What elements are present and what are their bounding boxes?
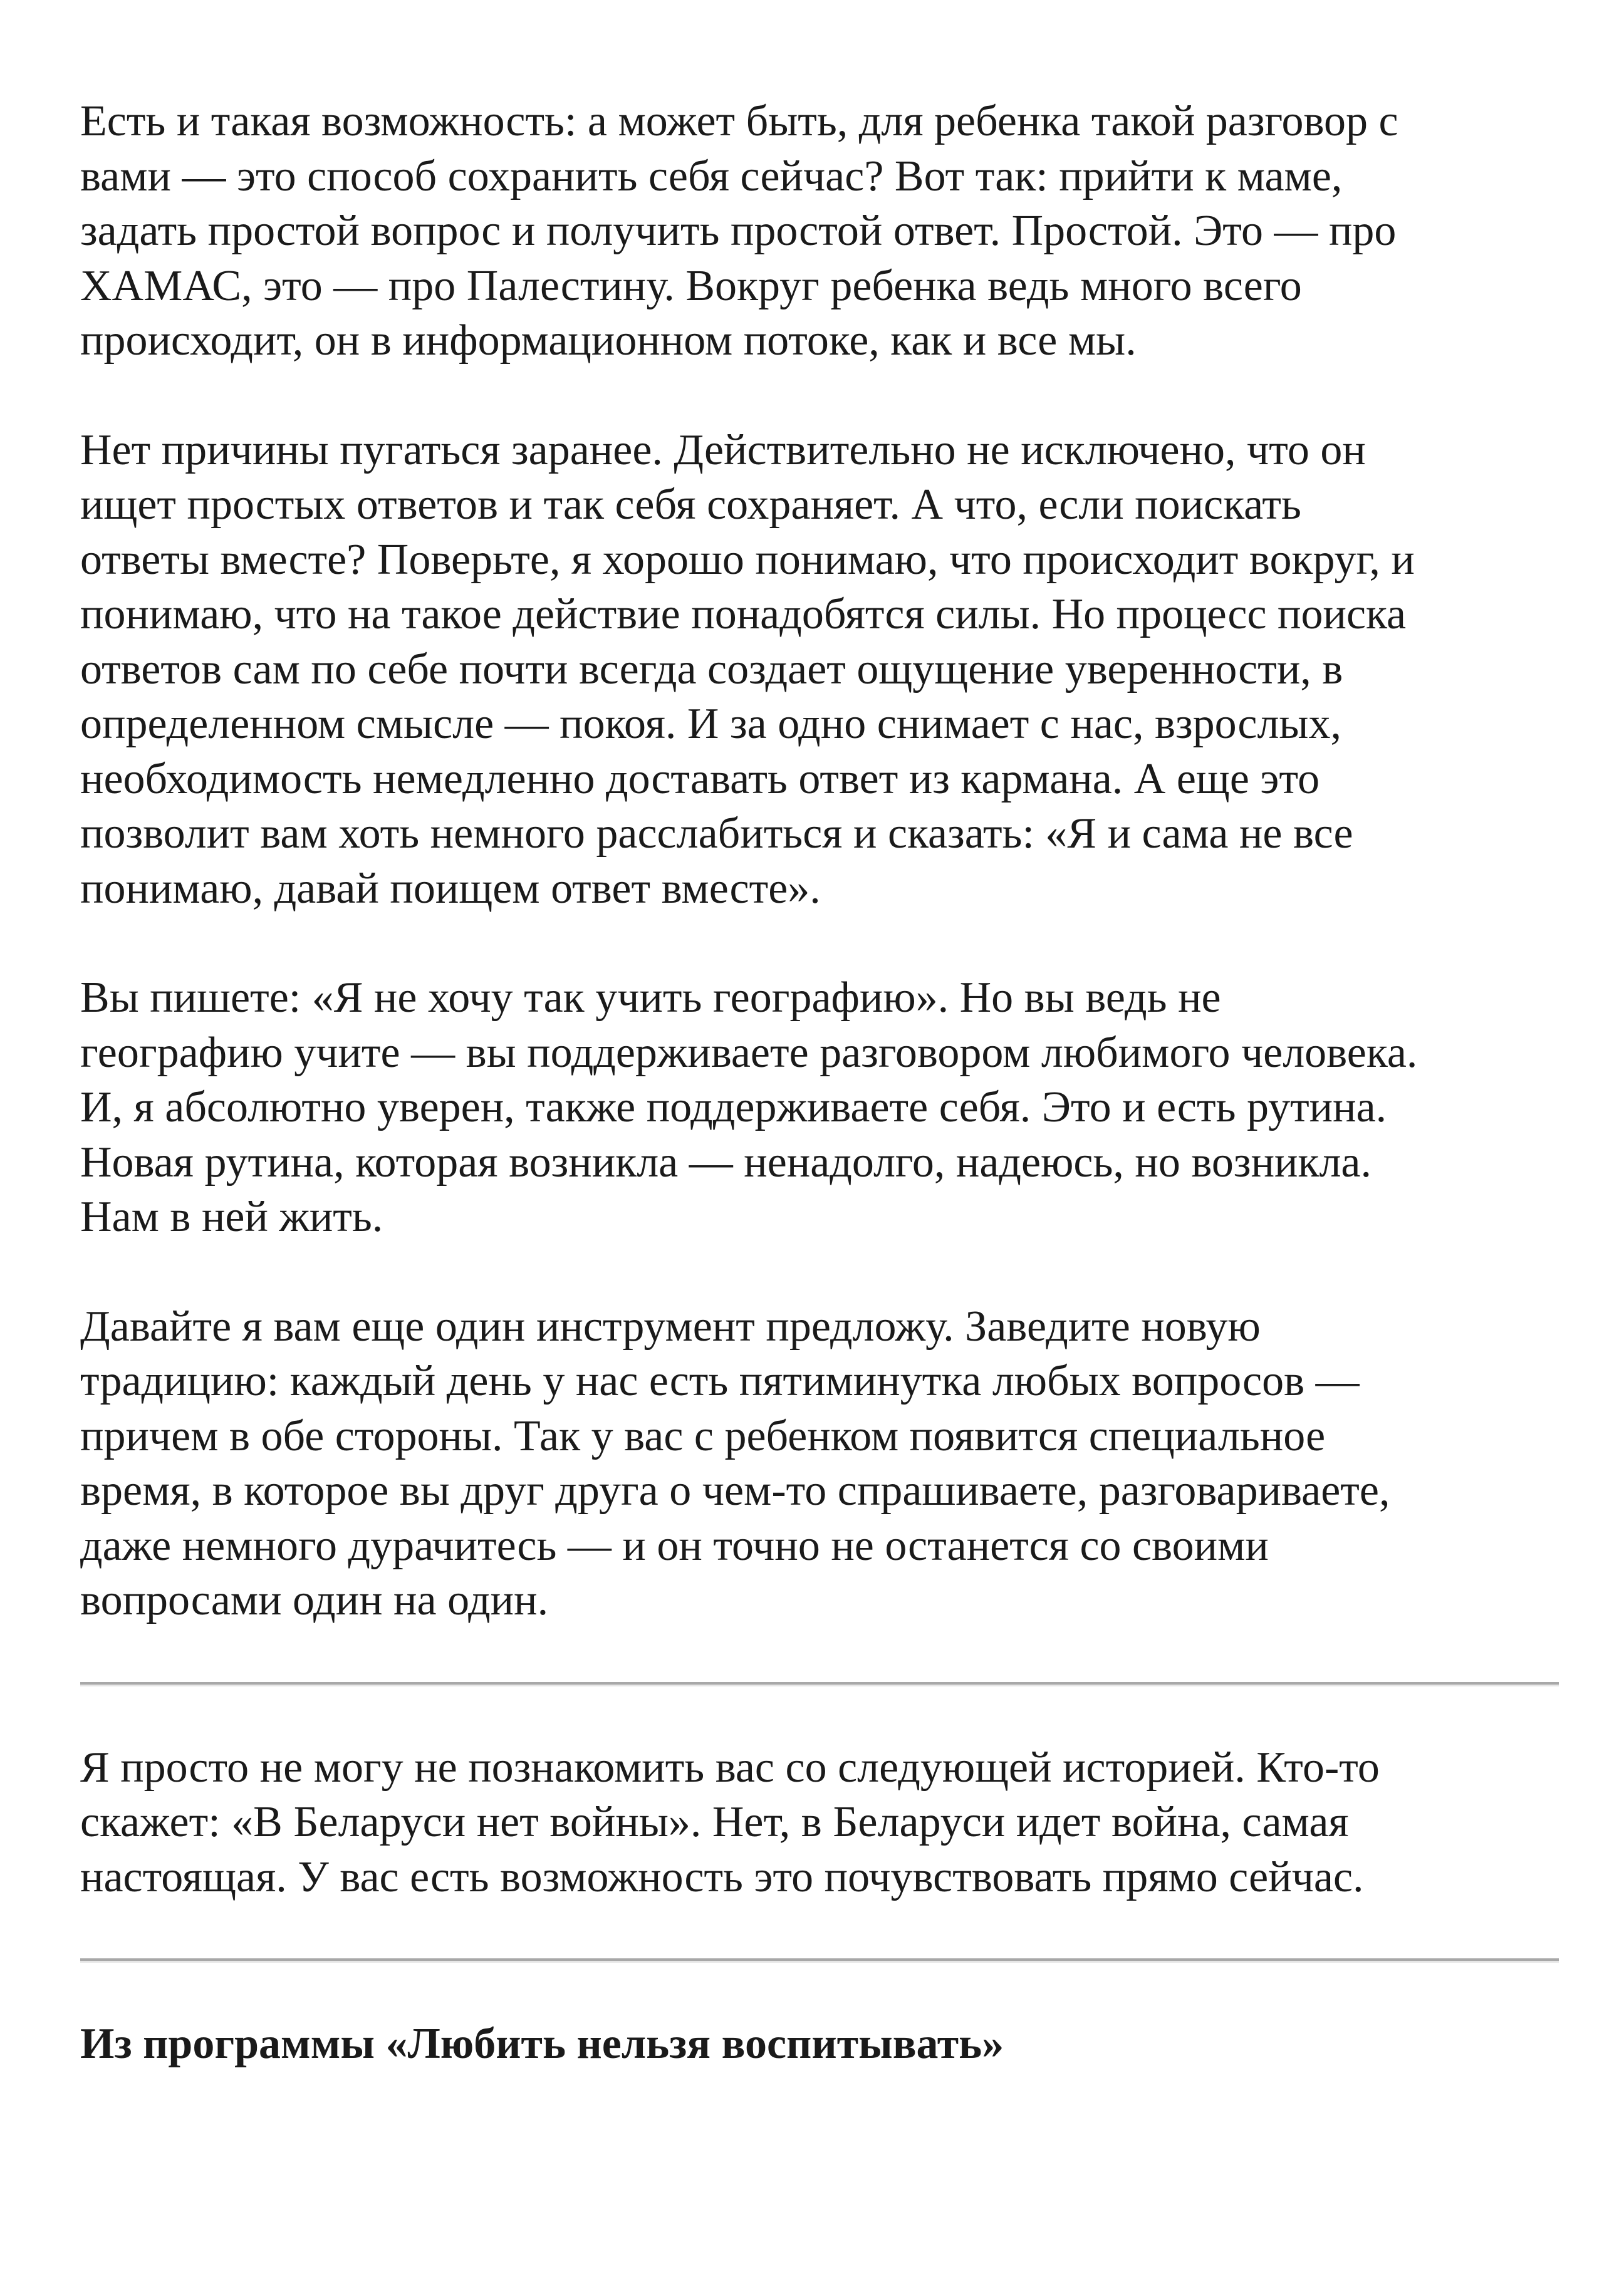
document-page [80,94,1559,2072]
paragraph-4: Давайте я вам еще один инструмент предложу. Заведите новую традицию: каждый день у нас есть пятиминутка любых вопросов — причем в обе стороны. Так у вас с ребенком появится специальное время, в которое вы друг друга о чем-то спрашиваете, разговариваете, даже немного дурачитесь — и он точно не останется со своими вопросами один на один. [80,1302,1390,1624]
paragraph-5: Я просто не могу не познакомить вас со следующей историей. Кто-то скажет: «В Беларуси нет войны». Нет, в Беларуси идет война, самая настоящая. У вас есть возможность это почувствовать прямо сейчас. [80,1743,1380,1901]
paragraph-1: Есть и такая возможность: а может быть, для ребенка такой разговор с вами — это способ сохранить себя сейчас? Вот так: прийти к маме, задать простой вопрос и получить простой ответ. Простой. Это — про ХАМАС, это — про Палестину. Вокруг ребенка ведь много всего происходит, он в информационном потоке, как и все мы. [80,97,1398,365]
source-caption: Из программы «Любить нельзя воспитывать» [80,2020,1004,2068]
paragraph-2: Нет причины пугаться заранее. Действительно не исключено, что он ищет простых ответов и так себя сохраняет. А что, если поискать ответы вместе? Поверьте, я хорошо понимаю, что происходит вокруг, и понимаю, что на такое действие понадобятся силы. Но процесс поиска ответов сам по себе почти всегда создает ощущение уверенности, в определенном смысле — покоя. И за одно снимает с нас, взрослых, необходимость немедленно доставать ответ из кармана. А еще это позволит вам хоть немного расслабиться и сказать: «Я и сама не все понимаю, давай поищем ответ вместе». [80,425,1415,913]
section-divider-2 [80,1958,1559,1963]
paragraph-3: Вы пишете: «Я не хочу так учить географию». Но вы ведь не географию учите — вы поддерживаете разговором любимого человека. И, я абсолютно уверен, также поддерживаете себя. Это и есть рутина. Новая рутина, которая возникла — ненадолго, надеюсь, но возникла. Нам в ней жить. [80,974,1418,1241]
section-divider-1 [80,1682,1559,1686]
